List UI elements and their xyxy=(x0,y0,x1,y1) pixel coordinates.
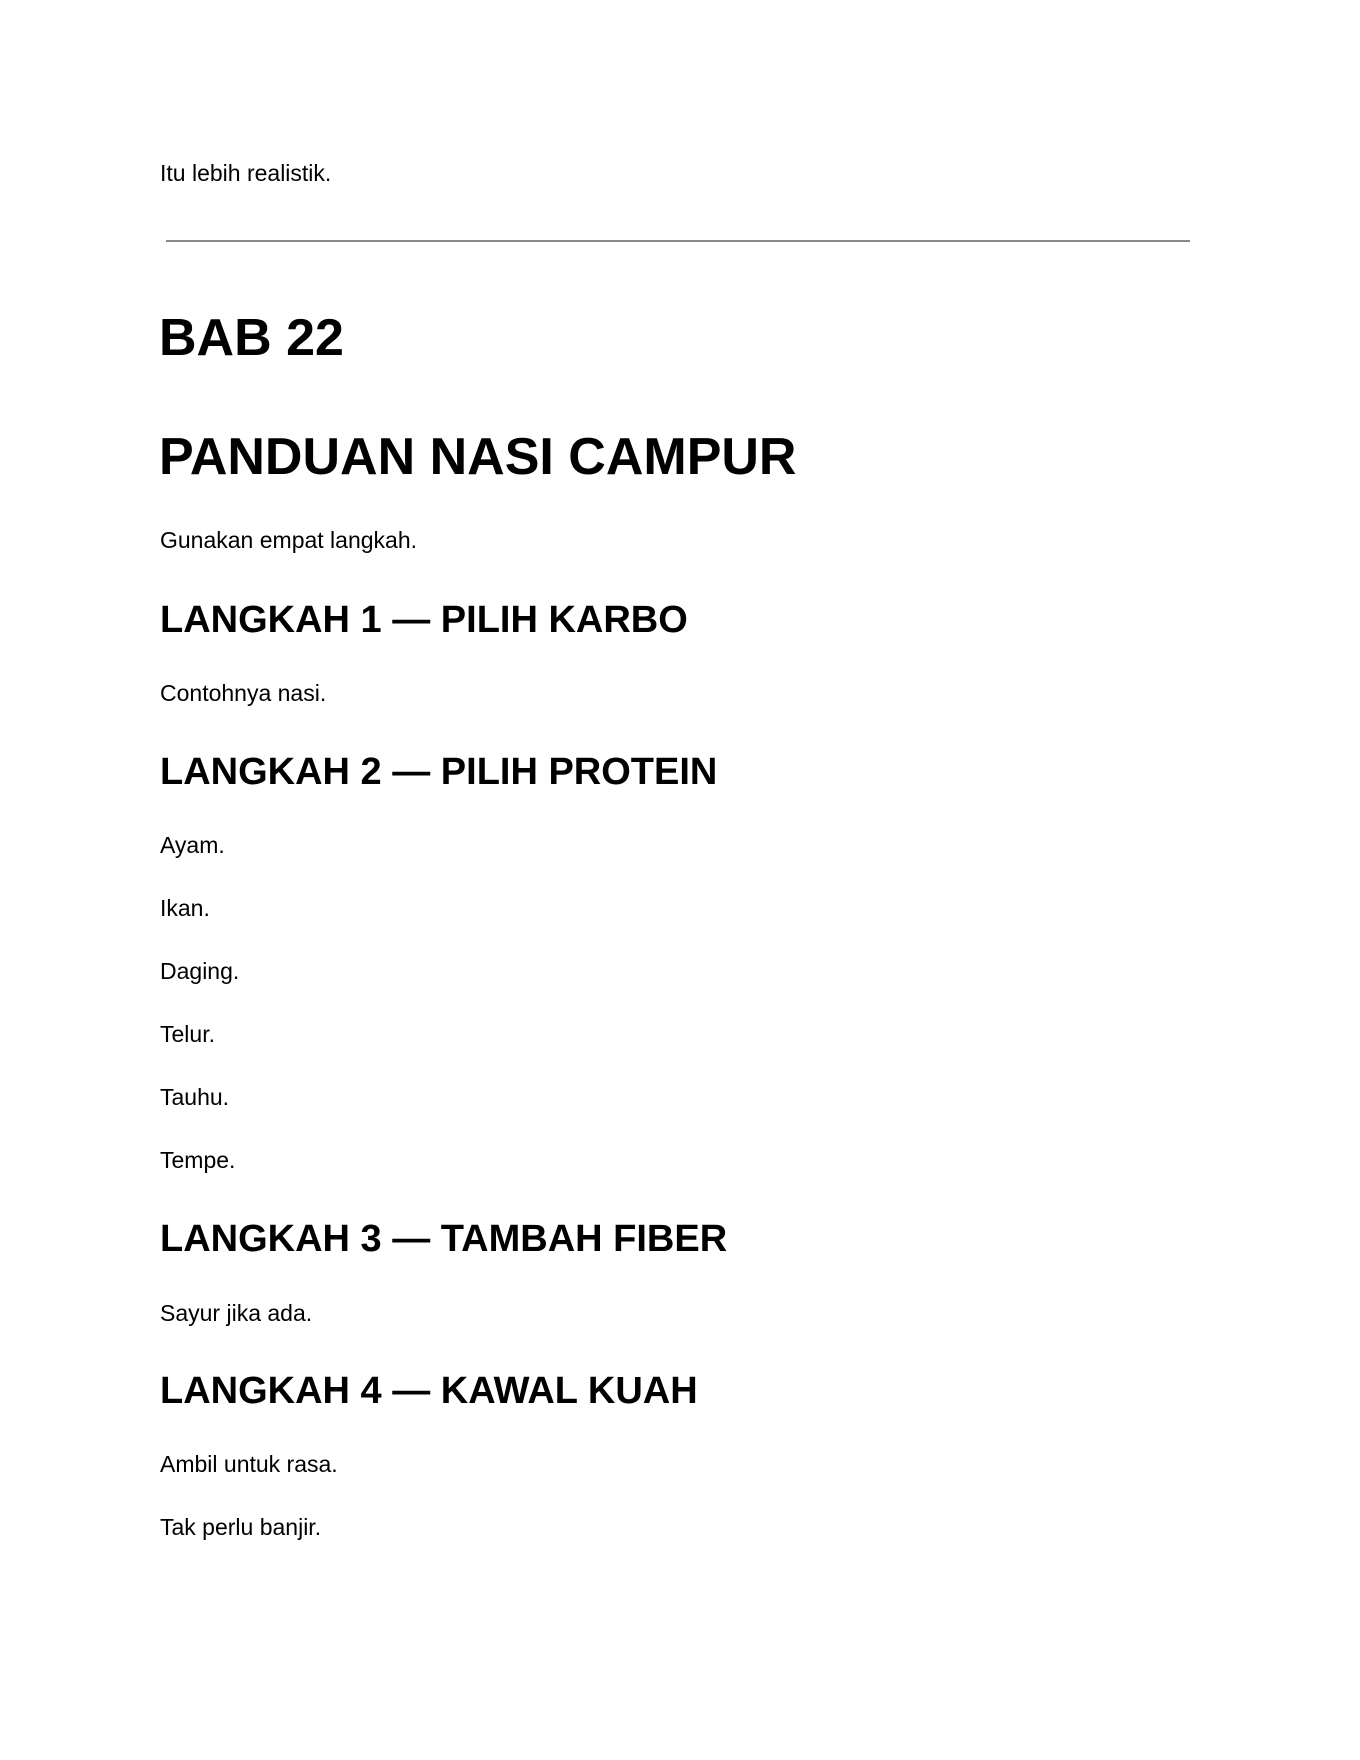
step-2-line: Ayam. xyxy=(160,832,225,858)
step-4-line: Ambil untuk rasa. xyxy=(160,1451,338,1477)
step-1-heading: LANGKAH 1 — PILIH KARBO xyxy=(160,599,688,641)
step-3-heading: LANGKAH 3 — TAMBAH FIBER xyxy=(160,1218,728,1260)
chapter-number-heading: BAB 22 xyxy=(159,309,344,367)
step-4-line: Tak perlu banjir. xyxy=(160,1514,322,1540)
step-2-heading: LANGKAH 2 — PILIH PROTEIN xyxy=(160,751,718,793)
step-2-line: Tauhu. xyxy=(160,1084,230,1110)
step-3-line: Sayur jika ada. xyxy=(160,1300,313,1326)
step-4-heading: LANGKAH 4 — KAWAL KUAH xyxy=(160,1370,698,1412)
step-2-line: Ikan. xyxy=(160,895,210,921)
step-2-line: Telur. xyxy=(160,1021,215,1047)
step-2-line: Daging. xyxy=(160,958,240,984)
horizontal-rule xyxy=(166,240,1190,242)
intro-paragraph: Itu lebih realistik. xyxy=(160,160,332,186)
step-2-line: Tempe. xyxy=(160,1147,236,1173)
chapter-lead-paragraph: Gunakan empat langkah. xyxy=(160,527,418,553)
chapter-title-heading: PANDUAN NASI CAMPUR xyxy=(159,428,797,486)
step-1-line: Contohnya nasi. xyxy=(160,680,327,706)
